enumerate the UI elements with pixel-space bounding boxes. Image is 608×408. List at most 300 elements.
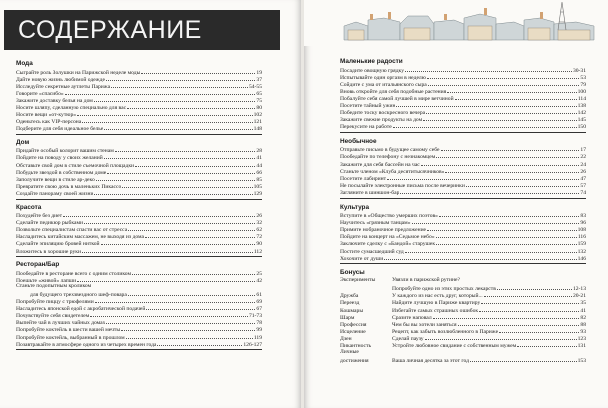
entry-title: Закажите доставку белья на дом xyxy=(16,97,93,104)
entry-title: Попробуйте коктейль, выбранный в прошлом xyxy=(16,334,125,341)
toc-section xyxy=(16,60,262,135)
entry-title: Попробуйте коктейль в шести вашей мечты xyxy=(16,327,121,334)
section-divider xyxy=(16,199,262,200)
entry-title: Чем бы вы хотели заняться xyxy=(392,321,457,328)
bonus-entry[interactable] xyxy=(340,277,586,284)
entry-page: 102 xyxy=(253,112,262,119)
dot-leader xyxy=(65,89,256,95)
entry-title: Побалуйте себя самой лучшей в мире ветчиной xyxy=(340,95,454,102)
entry-title: Отправьте письмо в будущее самому себе xyxy=(340,147,440,154)
dot-leader xyxy=(455,94,577,100)
entry-title: Примите нобраночное предложение xyxy=(340,227,427,234)
entry-title: Насладитесь китайским массажем, не выходя из дома xyxy=(16,234,144,241)
dot-leader xyxy=(425,335,577,341)
entry-page: 44 xyxy=(256,162,262,169)
entry-page: 53 xyxy=(580,74,586,81)
entry-page: 108 xyxy=(577,227,586,234)
contents-title: СОДЕРЖАНИЕ xyxy=(4,10,280,50)
dot-leader xyxy=(115,147,256,153)
entry-page: 61 xyxy=(256,291,262,298)
dot-leader xyxy=(423,116,576,122)
section-divider xyxy=(16,256,262,257)
dot-leader xyxy=(77,276,255,282)
dot-leader xyxy=(436,153,579,159)
dot-leader xyxy=(433,313,580,319)
entry-title: У каждого из нас есть друг, который... xyxy=(392,293,483,300)
entry-title: Насладитесь японской едой с акробатической подачей xyxy=(16,306,146,313)
toc-entry[interactable] xyxy=(16,189,262,196)
bonus-category: Переезд xyxy=(340,300,360,307)
entry-title: Увязли в парижской рутине? xyxy=(392,277,460,284)
entry-title: Рецепт, как забыть возлюбленного в Париже xyxy=(392,329,499,336)
entry-title: Говорите «спасибо» xyxy=(16,90,64,97)
toc-entry[interactable] xyxy=(16,240,262,247)
entry-page: 69 xyxy=(256,299,262,306)
dot-leader xyxy=(96,175,256,181)
entry-page: 12-13 xyxy=(572,285,586,292)
entry-title: Превратите свою дочь в маленьких Пикассо xyxy=(16,183,122,190)
toc-entry[interactable] xyxy=(16,168,262,175)
toc-entry[interactable] xyxy=(340,87,586,94)
entry-page: 72 xyxy=(256,234,262,241)
entry-page: 105 xyxy=(253,183,262,190)
dot-leader xyxy=(94,96,256,102)
entry-page: 79 xyxy=(580,81,586,88)
entry-title: Сделайте педикюр рыбками xyxy=(16,220,84,227)
toc-entry[interactable] xyxy=(340,212,586,219)
toc-entry[interactable] xyxy=(340,254,586,261)
entry-title: Сыграйте роль Золушки на Парижской неделе моды xyxy=(16,69,141,76)
entry-title: Устройте любовное свидание с собственным мужем xyxy=(392,343,517,350)
entry-page: 47 xyxy=(580,175,586,182)
toc-entry[interactable] xyxy=(16,340,262,347)
entry-page: 25 xyxy=(256,270,262,277)
entry-title: Подберите для себя идеальное белье xyxy=(16,126,104,133)
dot-leader xyxy=(84,219,255,225)
entry-title: Похудейте без диет xyxy=(16,213,63,220)
toc-entry[interactable] xyxy=(16,154,262,161)
dot-leader xyxy=(499,328,579,334)
toc-entry[interactable] xyxy=(16,175,262,182)
entry-title: Не посылайте электронные письма после вечеринки xyxy=(340,182,465,189)
entry-page: 99 xyxy=(256,327,262,334)
entry-page: 85 xyxy=(256,176,262,183)
entry-page: 65 xyxy=(256,90,262,97)
entry-page: 148 xyxy=(253,126,262,133)
bonus-category: Пикантность xyxy=(340,343,371,350)
dot-leader xyxy=(82,247,253,253)
dot-leader xyxy=(145,233,255,239)
dot-leader xyxy=(427,226,577,232)
entry-title: Испытывайте один оргазм в неделю xyxy=(340,74,426,81)
bonus-entry[interactable] xyxy=(340,313,586,320)
dot-leader xyxy=(63,212,255,218)
entry-page: 78 xyxy=(256,320,262,327)
entry-page: 83 xyxy=(580,213,586,220)
toc-entry[interactable] xyxy=(16,326,262,333)
dot-leader xyxy=(436,240,577,246)
section-heading: Мода xyxy=(16,60,33,67)
bonus-entry[interactable] xyxy=(340,306,586,313)
dot-leader xyxy=(427,73,580,79)
entry-page: 67 xyxy=(256,306,262,313)
toc-entry[interactable] xyxy=(16,290,262,297)
dot-leader xyxy=(470,356,577,362)
toc-entry[interactable] xyxy=(340,153,586,160)
bonus-entry[interactable] xyxy=(340,342,586,349)
bonus-entry[interactable] xyxy=(340,335,586,342)
entry-title: Посетите лабиринт xyxy=(340,175,387,182)
dot-leader xyxy=(157,340,242,346)
dot-leader xyxy=(428,80,580,86)
toc-section xyxy=(340,58,586,133)
section-heading: Красота xyxy=(16,203,42,211)
toc-entry[interactable] xyxy=(340,219,586,226)
section-heading: Культура xyxy=(340,203,370,211)
entry-page: 96 xyxy=(580,220,586,227)
dot-leader xyxy=(77,111,253,117)
entry-page: 146 xyxy=(577,255,586,262)
toc-section xyxy=(16,261,262,350)
entry-title: Избегайте самых страшных ошибок xyxy=(392,307,479,314)
entry-page: 131 xyxy=(577,343,586,350)
entry-title: Позавтракайте в атмосфере одного из четырех времен года xyxy=(16,341,157,348)
toc-entry[interactable] xyxy=(16,226,262,233)
entry-title: Заполучите вещи в стиле ар-деко xyxy=(16,176,95,183)
entry-page: 17 xyxy=(580,147,586,154)
entry-page: 123 xyxy=(577,336,586,343)
entry-page: 41 xyxy=(580,307,586,314)
bonus-entry[interactable] xyxy=(340,284,586,291)
entry-page: 62 xyxy=(256,227,262,234)
dot-leader xyxy=(436,233,577,239)
toc-entry[interactable] xyxy=(340,73,586,80)
entry-page: 126-127 xyxy=(243,341,262,348)
entry-title: Вновь откройте для себя подобные растения xyxy=(340,88,447,95)
entry-title: Хохочите от души xyxy=(340,255,384,262)
bonus-category: Дружба xyxy=(340,293,359,300)
dot-leader xyxy=(95,298,256,304)
dot-leader xyxy=(126,333,253,339)
toc-section xyxy=(340,204,586,265)
dot-leader xyxy=(405,247,577,253)
entry-title: Дайте новую жизнь любимой одежде xyxy=(16,76,105,83)
bonus-category: Дзен xyxy=(340,336,352,343)
entry-page: 54-55 xyxy=(248,83,262,90)
toc-entry[interactable] xyxy=(16,333,262,340)
section-heading: Дом xyxy=(16,138,30,146)
entry-title: Сразите наповал xyxy=(392,314,432,321)
entry-title: Сойдите с ума от итальянского сыра xyxy=(340,81,427,88)
entry-page: 66 xyxy=(256,169,262,176)
bonus-category: достижения xyxy=(340,357,369,364)
section-divider xyxy=(340,132,586,133)
entry-page: 28 xyxy=(256,148,262,155)
bonus-category: Эксперименты xyxy=(340,277,376,284)
bonus-category: Кошмары xyxy=(340,307,364,314)
dot-leader xyxy=(441,146,580,152)
dot-leader xyxy=(405,66,572,72)
bonus-entry[interactable] xyxy=(340,356,586,363)
entry-title: Попробуйте пиццу с трюфелями xyxy=(16,299,94,306)
bonus-category: Исцеление xyxy=(340,329,366,336)
entry-page: 153 xyxy=(577,357,586,364)
entry-page: 57 xyxy=(580,182,586,189)
toc-entry[interactable] xyxy=(16,247,262,254)
toc-section xyxy=(340,138,586,199)
toc-entry[interactable] xyxy=(340,80,586,87)
toc-entry[interactable] xyxy=(16,233,262,240)
entry-page: 35 xyxy=(580,300,586,307)
toc-entry[interactable] xyxy=(16,147,262,154)
toc-entry[interactable] xyxy=(16,182,262,189)
entry-title: Создайте панораму своей жизни xyxy=(16,190,94,197)
toc-entry[interactable] xyxy=(16,298,262,305)
toc-entry[interactable] xyxy=(16,312,262,319)
entry-title: Поешьте «живой» лапши xyxy=(16,277,77,284)
toc-entry[interactable] xyxy=(340,188,586,195)
entry-title: Посадите овощную грядку xyxy=(340,67,404,74)
entry-title: Постите сумасшедший суд xyxy=(340,248,404,255)
entry-title: Найдите лучшую в Париже квартиру xyxy=(392,300,481,307)
toc-entry[interactable] xyxy=(16,219,262,226)
dot-leader xyxy=(421,160,580,166)
toc-entry[interactable] xyxy=(16,89,262,96)
entry-page: 90 xyxy=(256,241,262,248)
entry-page: 80 xyxy=(256,104,262,111)
toc-entry[interactable] xyxy=(340,116,586,123)
toc-entry[interactable] xyxy=(340,66,586,73)
paris-skyline-illustration xyxy=(304,0,608,46)
bonus-category: Личные xyxy=(340,349,359,356)
toc-entry[interactable] xyxy=(16,125,262,132)
dot-leader xyxy=(104,154,256,160)
entry-page: 132 xyxy=(577,248,586,255)
dot-leader xyxy=(426,109,576,115)
section-heading: Маленькие радости xyxy=(340,58,403,65)
section-heading: Бонусы xyxy=(340,269,365,277)
dot-leader xyxy=(466,181,580,187)
entry-title: Вступите в «Общество умерших поэтов» xyxy=(340,213,438,220)
toc-section xyxy=(16,204,262,258)
dot-leader xyxy=(90,312,248,318)
toc-entry[interactable] xyxy=(16,212,262,219)
entry-title: Научитесь «грязным танцам» xyxy=(340,220,411,227)
entry-page: 100 xyxy=(577,88,586,95)
toc-entry[interactable] xyxy=(16,103,262,110)
dot-leader xyxy=(121,326,255,332)
dot-leader xyxy=(497,284,572,290)
entry-page: 116 xyxy=(577,234,586,241)
entry-title: Вложитесь в хорошие руки xyxy=(16,248,81,255)
entry-page: 26 xyxy=(580,168,586,175)
entry-title: Пойдите на поводу у своих желаний xyxy=(16,155,103,162)
entry-page: 42 xyxy=(256,277,262,284)
entry-title: Обставьте свой дом в стиле съемочной площадки xyxy=(16,162,135,169)
dot-leader xyxy=(479,306,579,312)
section-divider xyxy=(16,349,262,350)
toc-entry[interactable] xyxy=(340,101,586,108)
toc-entry[interactable] xyxy=(340,167,586,174)
entry-title: Исследуйте секретные аутлеты Парижа xyxy=(16,83,111,90)
entry-page: 138 xyxy=(577,102,586,109)
toc-entry[interactable] xyxy=(340,146,586,153)
dot-leader xyxy=(128,226,255,232)
toc-entry[interactable] xyxy=(340,174,586,181)
entry-title: Носите шляпу, сделанную специально для вас xyxy=(16,104,127,111)
entry-page: 129 xyxy=(253,190,262,197)
entry-page: 37 xyxy=(256,76,262,83)
entry-page: 88 xyxy=(580,321,586,328)
entry-page: 22 xyxy=(580,154,586,161)
entry-page: 121 xyxy=(253,119,262,126)
entry-page: 74 xyxy=(580,189,586,196)
toc-entry[interactable] xyxy=(340,109,586,116)
entry-page: 142 xyxy=(577,110,586,117)
entry-page: 19 xyxy=(256,69,262,76)
section-heading: Необычное xyxy=(340,137,377,145)
toc-entry[interactable] xyxy=(16,276,262,283)
toc-entry[interactable] xyxy=(16,118,262,125)
dot-leader xyxy=(128,290,256,296)
dot-leader xyxy=(111,82,248,88)
dot-leader xyxy=(141,68,255,74)
entry-page: 26 xyxy=(256,213,262,220)
dot-leader xyxy=(458,320,580,326)
dot-leader xyxy=(127,103,255,109)
toc-entry[interactable] xyxy=(16,68,262,75)
left-page xyxy=(0,0,301,408)
toc-entry[interactable] xyxy=(16,82,262,89)
toc-entry[interactable] xyxy=(16,283,262,290)
entry-title: Станьте подопытным кроликом xyxy=(16,283,92,290)
toc-entry[interactable] xyxy=(340,240,586,247)
right-page xyxy=(304,0,608,408)
dot-leader xyxy=(400,188,579,194)
toc-entry[interactable] xyxy=(16,161,262,168)
dot-leader xyxy=(445,167,579,173)
entry-title: Почувствуйте себя свидетелем xyxy=(16,313,90,320)
entry-page: 93 xyxy=(580,329,586,336)
toc-entry[interactable] xyxy=(340,160,586,167)
entry-page: 24 xyxy=(580,161,586,168)
entry-title: Побудьте звездой в собственном доме xyxy=(16,169,107,176)
toc-entry[interactable] xyxy=(16,111,262,118)
bonus-category: Шарм xyxy=(340,314,355,321)
dot-leader xyxy=(517,342,576,348)
toc-entry[interactable] xyxy=(16,269,262,276)
entry-title: Закажите для себя бассейн на час xyxy=(340,161,420,168)
dot-leader xyxy=(82,118,252,124)
entry-title: Загляните в шиншон-бар xyxy=(340,189,400,196)
entry-title: Перекусите на работе xyxy=(340,124,392,131)
entry-title: Сделай паузу xyxy=(392,336,424,343)
dot-leader xyxy=(481,299,579,305)
dot-leader xyxy=(384,254,576,260)
dot-leader xyxy=(387,174,579,180)
dot-leader xyxy=(101,240,256,246)
entry-page: 75 xyxy=(256,97,262,104)
dot-leader xyxy=(132,269,255,275)
dot-leader xyxy=(447,87,576,93)
dot-leader xyxy=(484,292,572,298)
dot-leader xyxy=(412,219,580,225)
entry-page: 114 xyxy=(577,95,586,102)
dot-leader xyxy=(393,123,577,129)
entry-title: Сделайте эпиляцию бровей ниткой xyxy=(16,241,100,248)
section-divider xyxy=(340,198,586,199)
entry-page: 30-31 xyxy=(572,67,586,74)
entry-title: Придайте особый колорит вашим стенам xyxy=(16,148,114,155)
dot-leader xyxy=(104,125,252,131)
entry-page: 20-21 xyxy=(572,293,586,300)
entry-page: 71-73 xyxy=(248,313,262,320)
dot-leader xyxy=(439,212,579,218)
section-divider xyxy=(340,263,586,264)
section-heading: Ресторан/Бар xyxy=(16,261,60,269)
bonus-entry[interactable] xyxy=(340,320,586,327)
entry-title: Пойдите на концерт на «Седьмое небо» xyxy=(340,234,435,241)
toc-entry[interactable] xyxy=(340,226,586,233)
entry-page: 119 xyxy=(253,334,262,341)
toc-section xyxy=(16,139,262,200)
entry-title: для будущего трехзвездного шеф-повара xyxy=(30,291,127,298)
entry-page: 145 xyxy=(577,117,586,124)
entry-title: Позвольте специалистам спасти вас от стресса xyxy=(16,227,128,234)
bonus-entry[interactable] xyxy=(340,328,586,335)
dot-leader xyxy=(106,75,255,81)
dot-leader xyxy=(135,161,255,167)
entry-page: 82 xyxy=(580,314,586,321)
entry-page: 32 xyxy=(256,220,262,227)
entry-page: 41 xyxy=(256,155,262,162)
dot-leader xyxy=(146,305,255,311)
toc-entry[interactable] xyxy=(340,181,586,188)
entry-title: Станьте членом «Клуба десятитысячников» xyxy=(340,168,445,175)
toc-entry[interactable] xyxy=(16,305,262,312)
entry-title: Заключите сделку с «Бандой» старушек xyxy=(340,241,436,248)
dot-leader xyxy=(106,319,255,325)
bonus-category: Профессия xyxy=(340,321,367,328)
entry-title: Оденьтесь как VIP-персона xyxy=(16,119,82,126)
entry-title: Пообедайте в ресторане всего с одним столиком xyxy=(16,270,132,277)
entry-page: 159 xyxy=(577,241,586,248)
entry-title: Носите вещи «от-кутюр» xyxy=(16,112,77,119)
entry-page: 112 xyxy=(253,248,262,255)
toc-entry[interactable] xyxy=(340,94,586,101)
entry-title: Закажите свежие продукты на дом xyxy=(340,117,423,124)
dot-leader xyxy=(396,101,576,107)
entry-title: Победите тоску воскресного вечера xyxy=(340,110,426,117)
toc-entry[interactable] xyxy=(16,75,262,82)
entry-title: Пообедайте по телефону с незнакомцем xyxy=(340,154,436,161)
dot-leader xyxy=(94,189,252,195)
entry-title: Выпейте чай в лучших чайных домах xyxy=(16,320,106,327)
toc-entry[interactable] xyxy=(16,319,262,326)
dot-leader xyxy=(107,168,255,174)
bonus-entry[interactable] xyxy=(340,299,586,306)
entry-title: Попробуйте одно из этих простых лекарств xyxy=(392,285,496,292)
bonus-entry[interactable] xyxy=(340,292,586,299)
toc-entry[interactable] xyxy=(340,247,586,254)
entry-page: 150 xyxy=(577,124,586,131)
dot-leader xyxy=(122,182,252,188)
entry-title: Ваша личная десятка за этот год xyxy=(392,357,469,364)
bonus-section xyxy=(340,269,586,363)
toc-entry[interactable] xyxy=(340,123,586,130)
toc-entry[interactable] xyxy=(16,96,262,103)
toc-entry[interactable] xyxy=(340,233,586,240)
